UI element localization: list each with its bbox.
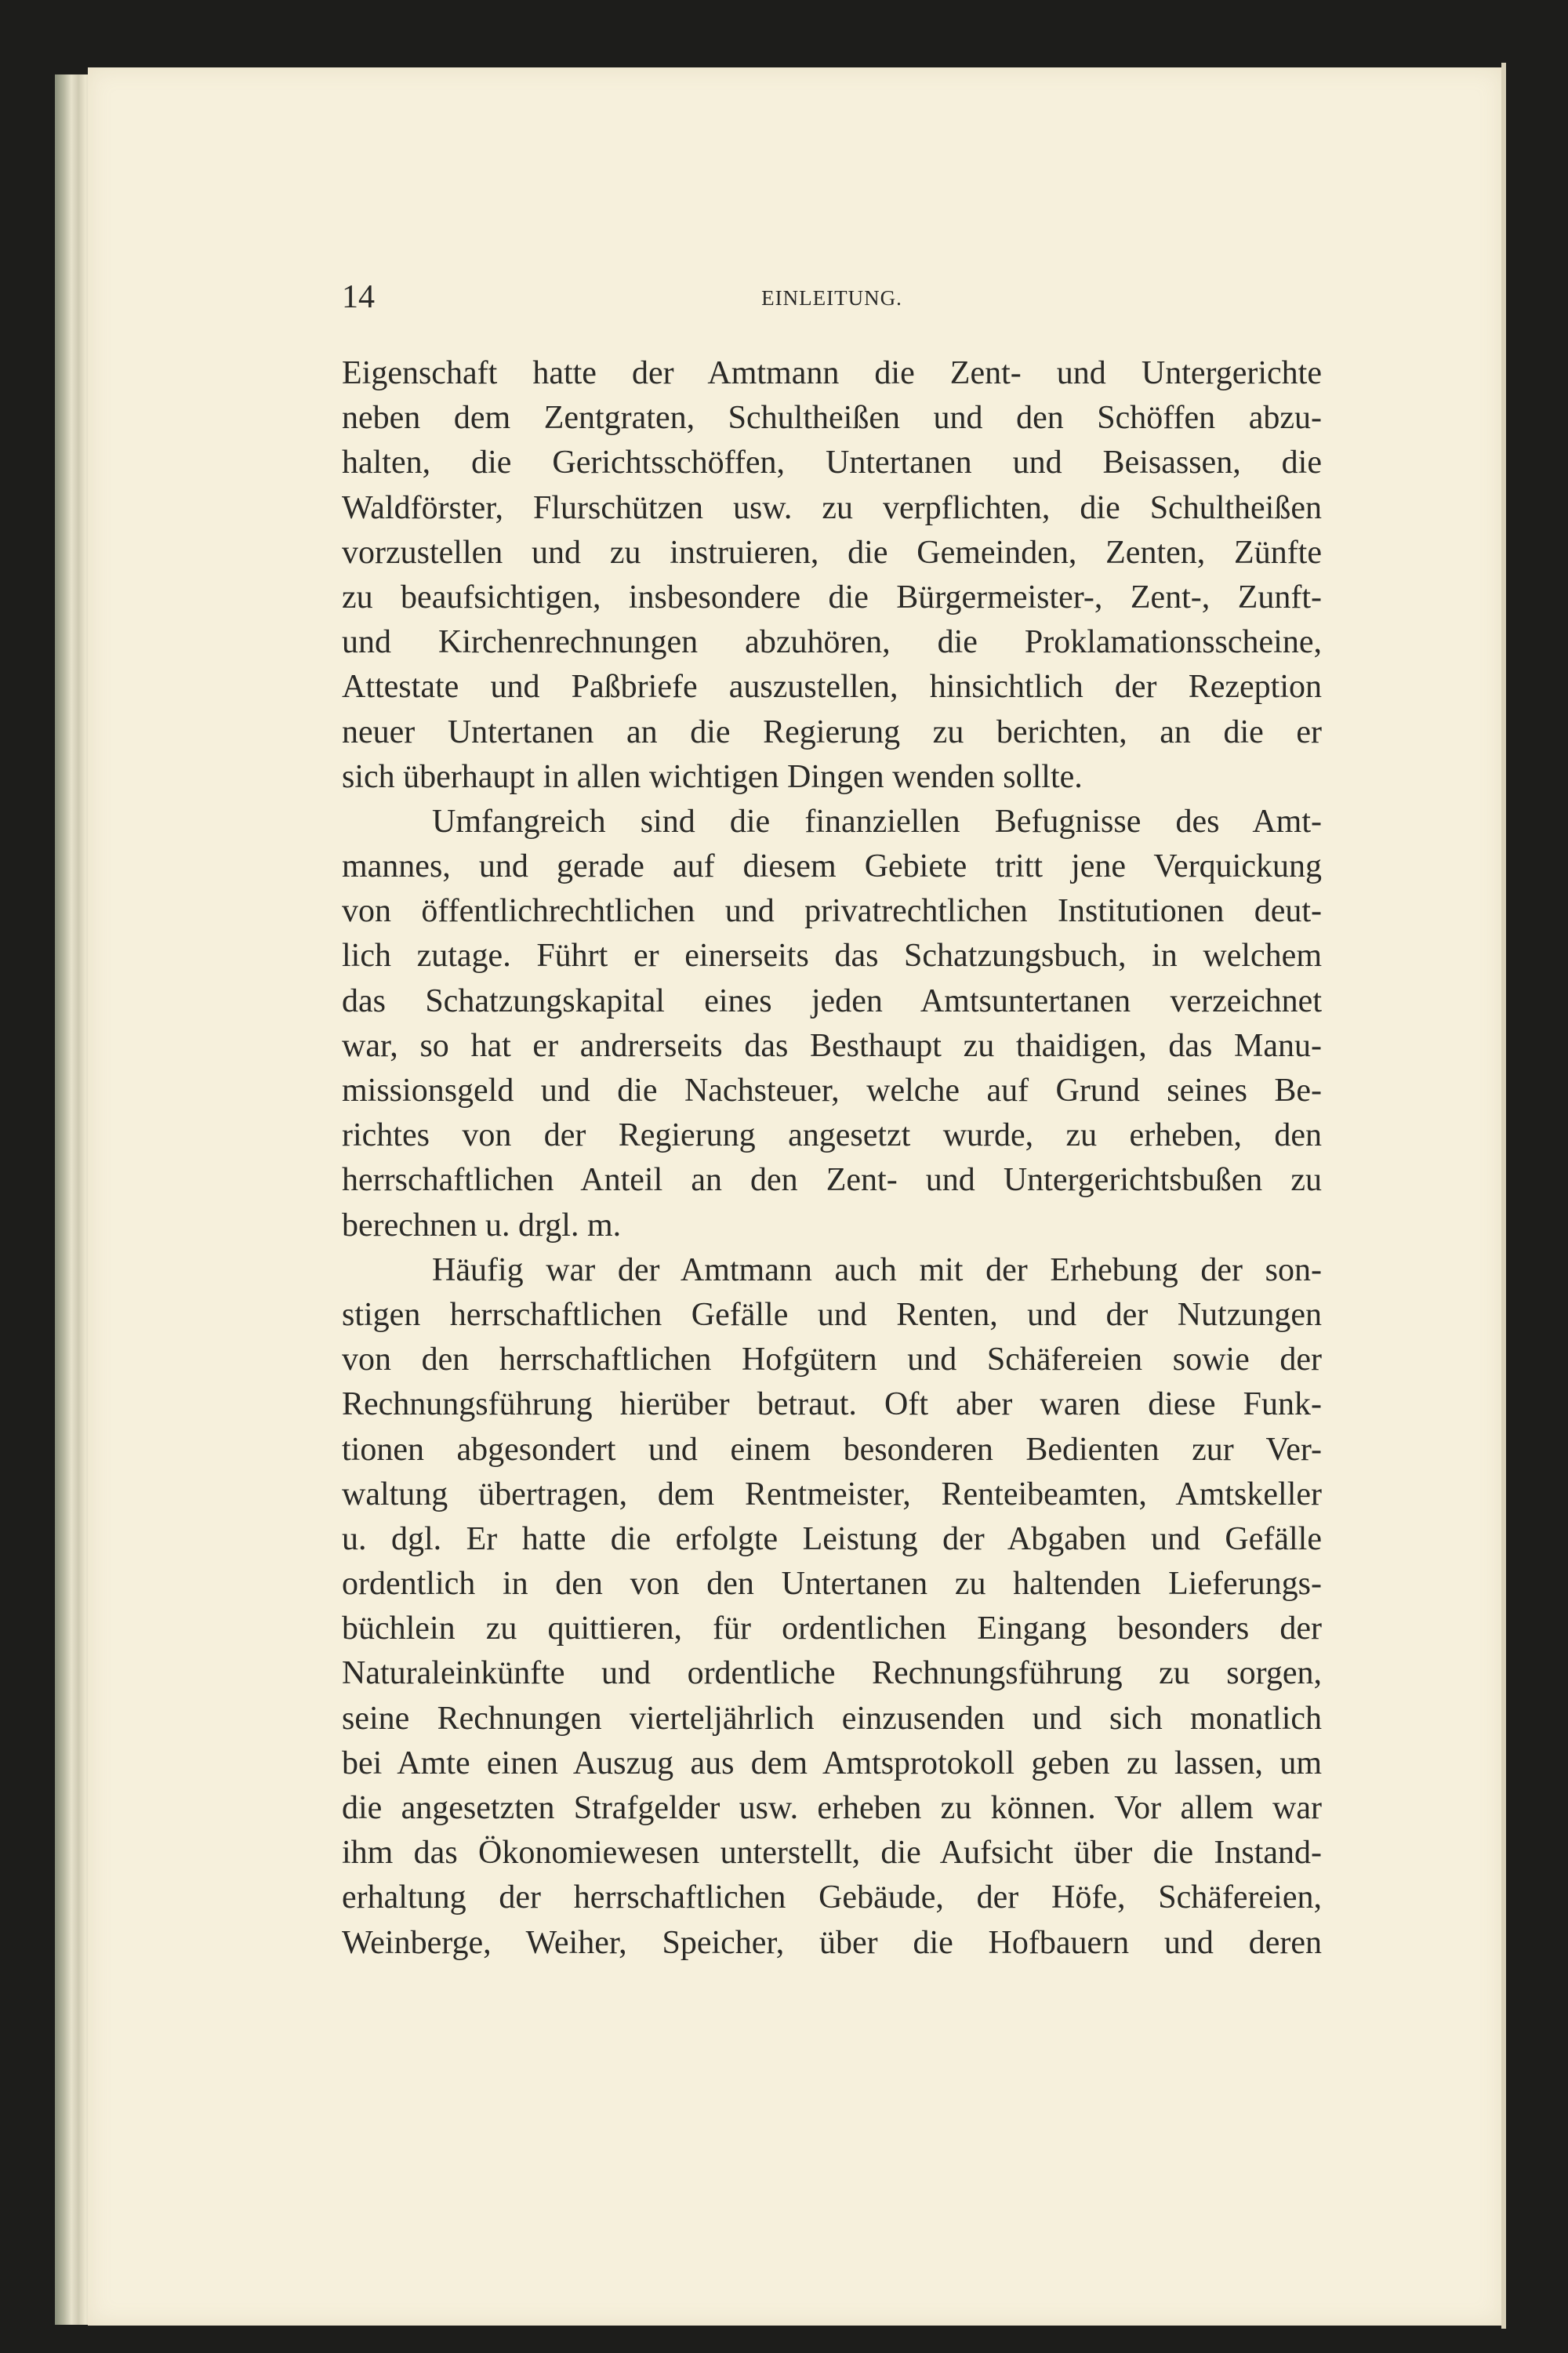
paragraph xyxy=(342,800,1322,1248)
text-line: mannes, und gerade auf diesem Gebiete tritt jene Verquickung xyxy=(342,848,1322,885)
text-line: waltung übertragen, dem Rentmeister, Renteibeamten, Amtskeller xyxy=(342,1476,1322,1512)
text-line: Naturaleinkünfte und ordentliche Rechnungsführung zu sorgen, xyxy=(342,1655,1322,1692)
text-line: ihm das Ökonomiewesen unterstellt, die Aufsicht über die Instand- xyxy=(342,1835,1322,1872)
text-line: Weinberge, Weiher, Speicher, über die Hofbauern und deren xyxy=(342,1924,1322,1961)
text-line: u. dgl. Er hatte die erfolgte Leistung der Abgaben und Gefälle xyxy=(342,1520,1322,1557)
text-line: vorzustellen und zu instruieren, die Gemeinden, Zenten, Zünfte xyxy=(342,534,1322,571)
text-line: die angesetzten Strafgelder usw. erheben zu können. Vor allem war xyxy=(342,1790,1322,1826)
paragraph xyxy=(342,351,1322,800)
text-line: Attestate und Paßbriefe auszustellen, hinsichtlich der Rezeption xyxy=(342,669,1322,706)
text-line: seine Rechnungen vierteljährlich einzusenden und sich monatlich xyxy=(342,1700,1322,1737)
text-line: Umfangreich sind die finanziellen Befugnisse des Amt- xyxy=(432,803,1322,840)
text-line: Eigenschaft hatte der Amtmann die Zent- und Untergerichte xyxy=(342,355,1322,391)
text-line: missionsgeld und die Nachsteuer, welche auf Grund seines Be- xyxy=(342,1073,1322,1109)
text-line: Rechnungsführung hierüber betraut. Oft aber waren diese Funk- xyxy=(342,1386,1322,1423)
text-line: das Schatzungskapital eines jeden Amtsuntertanen verzeichnet xyxy=(342,982,1322,1019)
text-line: und Kirchenrechnungen abzuhören, die Proklamationsscheine, xyxy=(342,624,1322,661)
text-line: richtes von der Regierung angesetzt wurde, zu erheben, den xyxy=(342,1117,1322,1154)
text-line: neben dem Zentgraten, Schultheißen und den Schöffen abzu- xyxy=(342,400,1322,437)
text-line: halten, die Gerichtsschöffen, Untertanen und Beisassen, die xyxy=(342,445,1322,481)
text-line: von öffentlichrechtlichen und privatrechtlichen Institutionen deut- xyxy=(342,893,1322,930)
text-line: Häufig war der Amtmann auch mit der Erhebung der son- xyxy=(432,1251,1322,1288)
page-number: 14 xyxy=(342,279,375,315)
page-right-edge xyxy=(1501,63,1506,2329)
text-line: bei Amte einen Auszug aus dem Amtsprotokoll geben zu lassen, um xyxy=(342,1745,1322,1781)
text-line: lich zutage. Führt er einerseits das Schatzungsbuch, in welchem xyxy=(342,938,1322,975)
text-line: stigen herrschaftlichen Gefälle und Renten, und der Nutzungen xyxy=(342,1296,1322,1333)
text-line: herrschaftlichen Anteil an den Zent- und Untergerichtsbußen zu xyxy=(342,1162,1322,1199)
text-line: ordentlich in den von den Untertanen zu haltenden Lieferungs- xyxy=(342,1566,1322,1603)
text-line: Waldförster, Flurschützen usw. zu verpflichten, die Schultheißen xyxy=(342,489,1322,526)
text-line: tionen abgesondert und einem besonderen Bedienten zur Ver- xyxy=(342,1431,1322,1468)
text-line: neuer Untertanen an die Regierung zu berichten, an die er xyxy=(342,714,1322,750)
running-title: EINLEITUNG. xyxy=(761,286,902,310)
text-line: zu beaufsichtigen, insbesondere die Bürgermeister-, Zent-, Zunft- xyxy=(342,579,1322,615)
text-line: war, so hat er andrerseits das Besthaupt zu thaidigen, das Manu- xyxy=(342,1027,1322,1064)
text-line: sich überhaupt in allen wichtigen Dingen wenden sollte. xyxy=(342,758,1083,795)
text-line: von den herrschaftlichen Hofgütern und Schäfereien sowie der xyxy=(342,1342,1322,1378)
body-text xyxy=(342,351,1322,1966)
text-line: berechnen u. drgl. m. xyxy=(342,1207,622,1244)
text-line: büchlein zu quittieren, für ordentlichen Eingang besonders der xyxy=(342,1610,1322,1647)
text-line: erhaltung der herrschaftlichen Gebäude, der Höfe, Schäfereien, xyxy=(342,1879,1322,1916)
page-header xyxy=(342,278,1322,325)
paragraph xyxy=(342,1248,1322,1966)
